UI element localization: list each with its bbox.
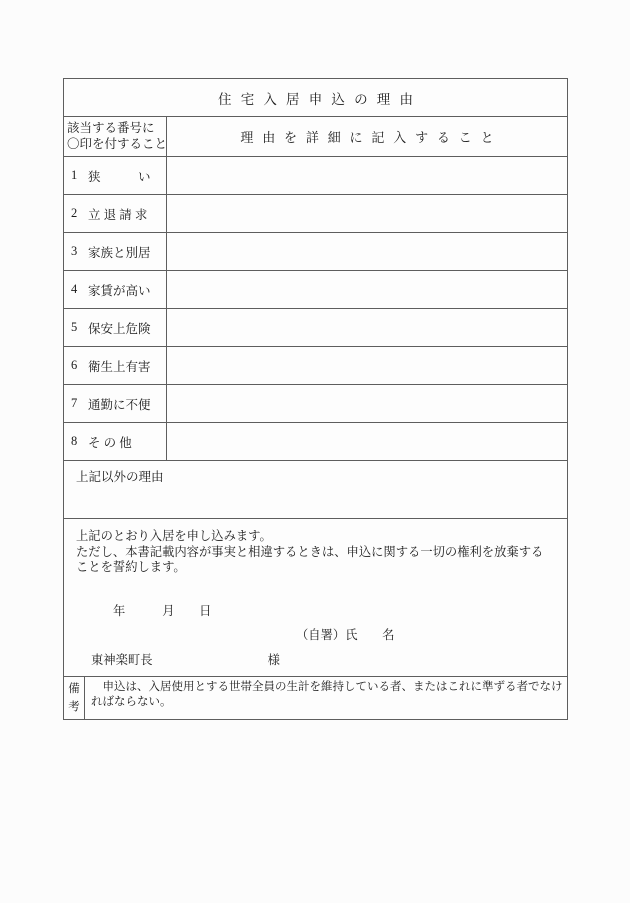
remarks-section <box>64 677 567 719</box>
column-header-row <box>64 117 567 157</box>
detail-column-header <box>167 117 567 156</box>
reason-detail-input-2[interactable] <box>167 195 567 232</box>
pledge-section <box>64 519 567 677</box>
number-column-header-line2: 〇印を付すること <box>67 136 168 151</box>
pledge-line-2: ただし、本書記載内容が事実と相違するときは、申込に関する一切の権利を放棄する <box>76 544 544 559</box>
detail-column-header-text: 理由を詳細に記入すること <box>240 130 503 145</box>
reason-label: 狭 い <box>88 169 151 184</box>
remarks-note-line-1: 申込は、入居使用とする世帯全員の生計を維持している者、またはこれに準ずる者でなけ <box>91 681 563 693</box>
reason-number: 7 <box>71 396 78 410</box>
pledge-line-1: 上記のとおり入居を申し込みます。 <box>76 529 272 543</box>
reason-option-8[interactable] <box>64 423 167 460</box>
reason-row-8 <box>64 423 567 461</box>
reason-row-5 <box>64 309 567 347</box>
remarks-note <box>85 677 569 719</box>
other-reason-label: 上記以外の理由 <box>76 470 164 484</box>
reason-number: 8 <box>71 434 78 448</box>
date-field[interactable]: 年 月 日 <box>113 603 212 618</box>
reason-label: 保安上危険 <box>88 321 151 336</box>
reason-row-4 <box>64 271 567 309</box>
reason-option-2[interactable] <box>64 195 167 232</box>
reason-detail-input-8[interactable] <box>167 423 567 460</box>
number-column-header <box>64 117 167 156</box>
number-column-header-line1: 該当する番号に <box>67 121 155 135</box>
reason-number: 3 <box>71 244 78 258</box>
reason-option-4[interactable] <box>64 271 167 308</box>
reason-label: 家族と別居 <box>88 245 151 260</box>
reason-row-1 <box>64 157 567 195</box>
reason-row-2 <box>64 195 567 233</box>
other-reason-section[interactable] <box>64 461 567 519</box>
reason-number: 1 <box>71 168 78 182</box>
reason-label: 立 退 請 求 <box>88 207 148 222</box>
reason-number: 5 <box>71 320 78 334</box>
reason-option-1[interactable] <box>64 157 167 194</box>
reason-detail-input-3[interactable] <box>167 233 567 270</box>
reason-label: 家賃が高い <box>88 283 151 298</box>
reason-label: 衛生上有害 <box>88 359 151 374</box>
reason-option-3[interactable] <box>64 233 167 270</box>
reason-detail-input-4[interactable] <box>167 271 567 308</box>
remarks-header <box>64 677 85 719</box>
remarks-header-char-1: 備 <box>68 683 80 695</box>
reason-number: 4 <box>71 282 78 296</box>
mayor-label: 東神楽町長 <box>91 652 153 667</box>
reason-option-5[interactable] <box>64 309 167 346</box>
pledge-line-3: ことを誓約します。 <box>76 560 186 575</box>
reason-detail-input-5[interactable] <box>167 309 567 346</box>
reason-row-6 <box>64 347 567 385</box>
signature-name-field[interactable]: （自署）氏 名 <box>296 627 395 642</box>
pledge-paragraph <box>64 529 567 576</box>
form-title-row <box>64 79 567 117</box>
reason-label: 通勤に不便 <box>88 397 151 412</box>
reason-detail-input-7[interactable] <box>167 385 567 422</box>
reason-detail-input-1[interactable] <box>167 157 567 194</box>
reason-label: そ の 他 <box>88 435 132 450</box>
reason-option-7[interactable] <box>64 385 167 422</box>
addressee-line <box>64 650 567 668</box>
reason-number: 6 <box>71 358 78 372</box>
reason-row-7 <box>64 385 567 423</box>
honorific-label: 様 <box>267 652 280 667</box>
reason-number: 2 <box>71 206 78 220</box>
reason-row-3 <box>64 233 567 271</box>
reason-detail-input-6[interactable] <box>167 347 567 384</box>
reason-option-6[interactable] <box>64 347 167 384</box>
housing-application-reason-form <box>63 78 568 720</box>
form-title: 住宅入居申込の理由 <box>218 91 423 107</box>
remarks-header-char-2: 考 <box>68 701 80 713</box>
remarks-note-line-2: ればならない。 <box>91 696 172 708</box>
